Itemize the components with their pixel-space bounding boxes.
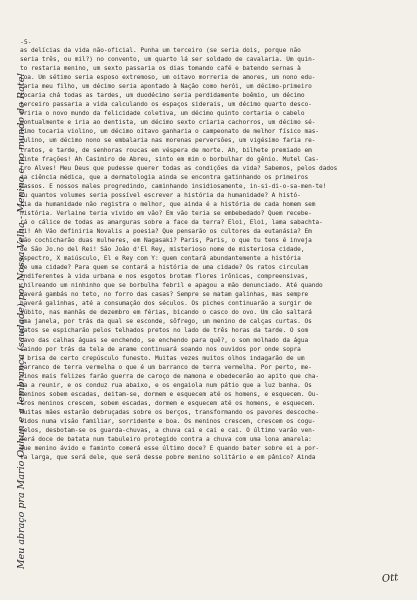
text-line: Muitas mães estarão debruçadas sobre os berços, transformando os pavores descoche- [20,408,320,416]
text-line: tocaria chá todas as tardes, um duodécimo seria perdidamente boêmio, um décimo [20,92,305,100]
text-line: Eu quantos volumes seria possível escrever a história da humanidade? A histó- [20,191,301,199]
text-line: briria o novo mundo da felicidade coletiva, um décimo quinto cortaria o cabelo [20,110,305,118]
text-line: de São Jo.no del Rei! São João d'El Rey, misterioso nome de misteriosa cidade, [20,246,305,254]
text-line: timo tocaria violino, um décimo oitavo ganharia o campeonato de melhor físico mas- [20,128,320,136]
text-line: ria da humanidade não registra o melhor, que ainda é a história de cada homem sem [20,200,316,208]
text-line: barranco de terra vermelha o que é um barranco de terra vermelha. Por perto, me- [20,363,312,371]
handwritten-margin-note: Meu abraço pra Mario Ouhun e a lembrança (saudade) por Nossa Velha - Menino e no mundo do Rate! [16,72,27,570]
text-line: cidos numa visão familiar, sorridente e boa. Os meninos crescem, crescem os cogu- [20,417,316,425]
text-line: haverá galinhas, até a consumação dos séculos. Os piches continuarão a surgir de [20,300,312,308]
handwritten-signature: Ott [381,572,399,585]
text-line: a brisa de certo crepúsculo funesto. Muitas vezes muitos olhos indagarão de um [20,354,305,362]
text-line: caindo por trás da tela de arame continuará soando nos ouvidos por onde sopra [20,345,301,353]
text-line: ma a reunir, e os conduz rua abaixo, e os engaiola num pátio que a luz banha. Os [20,381,312,389]
text-line: rá o cálice de todas as amarguras sobre a face da terra? Eloi, Eloi, lama sabachta- [20,218,323,226]
text-line: as delícias da vida não-oficial. Punha um terceiro (se seria dois, porque não [20,47,301,54]
text-line: espectro, X maiúsculo, El e Rey com Y: quem contará abundantemente a história [20,255,301,263]
text-line: que menino ávido e faminto comerá esse último doce? E quando bater sobre ei a por- [20,445,320,453]
text-line: ninos mais felizes farão guerra de caroço de mamona e obedecerão ao apito que cha- [20,372,320,380]
text-line: gatos se espicharão pelos telhados pretos no lado de três horas da tarde. O som [20,327,309,335]
text-line: da ciência médica, que a dermatologia ainda se encontra gatinhando os primeiros [20,173,309,181]
text-line: tratos, e tarde, de senhoras roucas em véspera de morte. Ah, bilhete premiado em [20,146,312,154]
text-line: tro Alves! Meu Deus que pudesse querer todas as condições da vida? Sabemos, pelos dados [20,164,338,172]
typed-text-body [20,46,408,462]
text-line: uma janela, por trás da qual se esconde, sôfrego, um menino de calças curtas. Os [20,318,312,326]
text-line: vinte frações! Ah Casimiro de Abreu, sinto em mim o borbulhar do gênio. Mutel Cas- [20,155,320,163]
text-line: meninos sobem escadas, deitam-se, dormem e esquecem até os homens, e esquecem. Ou- [20,390,320,398]
text-line: indiferentes à vida urbana e nos esgotos brotam flores irônicas, compreensivas, [20,273,309,281]
text-line: súbito, nas manhãs de dezembro em férias, bicando o casco do ovo. Um cão saltará [20,309,312,317]
text-line: pontualmente e iria ao dentista, um décimo sexto criaria cachorros, um décimo sé- [20,119,316,127]
text-line: chilreando um ninhinho que se borbulha febril e apagou a mão denunciado. Até quando [20,282,323,290]
page-number: -5- [20,38,32,46]
text-line: to restaria menino, um sexto passaria os dias tomando café e batendo sernas à [20,65,301,73]
text-line: terceiro passaria a vida calculando os espaços siderais, um décimo quarto desco- [20,101,312,109]
text-line: passos. E nossos males progredindo, caminhando insidiosamente, in-si-di-o-sa-men-te! [20,182,327,190]
text-line: derá doce de batata num tabuleiro protegido contra a chuva com uma lona amarela: [20,436,312,444]
text-line: haverá gambás no teto, no forro das casas? Sempre se matam galinhas, mas sempre [20,291,309,299]
text-line: culino, um décimo nono se embalaria nas morenas perversões, um vigésimo faria re- [20,137,316,145]
text-line: história. Verlaine teria vivido em vão? Em vão teria se embebedado? Quem recebe- [20,209,312,217]
text-line: seria três, ou mil?) no convento, um quarto lá ser soldado de cavalaria. Um quin- [20,56,316,64]
text-line: caria meu filho, um décimo seria apontado à Nação como herói, um décimo-primeiro [20,83,312,91]
text-line: toa. Um sétimo seria esposo extremoso, um oitavo morreria de amores, um nono edu- [20,74,316,82]
text-line: melos, desbotam-se os guarda-chuvas, a chuva cai e cai e cai. O último varão ven- [20,426,316,434]
text-line: cavo das calhas águas se enchendo, se enchendo para quê?, o som molhado da água [20,336,309,344]
text-line: vão cochicharão duas mulheres, em Nagasaki? Paris, Paris, o que tu tens é inveja [20,236,312,244]
text-line: de uma cidade? Para quem se contará a história de uma cidade? Os ratos circulam [20,264,309,272]
text-line: ni! Ah Vão definiria Novalis a poesia? Que pensarão os cultores da eutanásia? Em [20,227,312,235]
text-line: ta larga, que será dele, que será desse pobre menino solitário e em pânico? Ainda [20,454,316,462]
text-line: tros meninos crescem, sobem escadas, dormem e esquecem até os homens, e esquecem. [20,399,316,407]
